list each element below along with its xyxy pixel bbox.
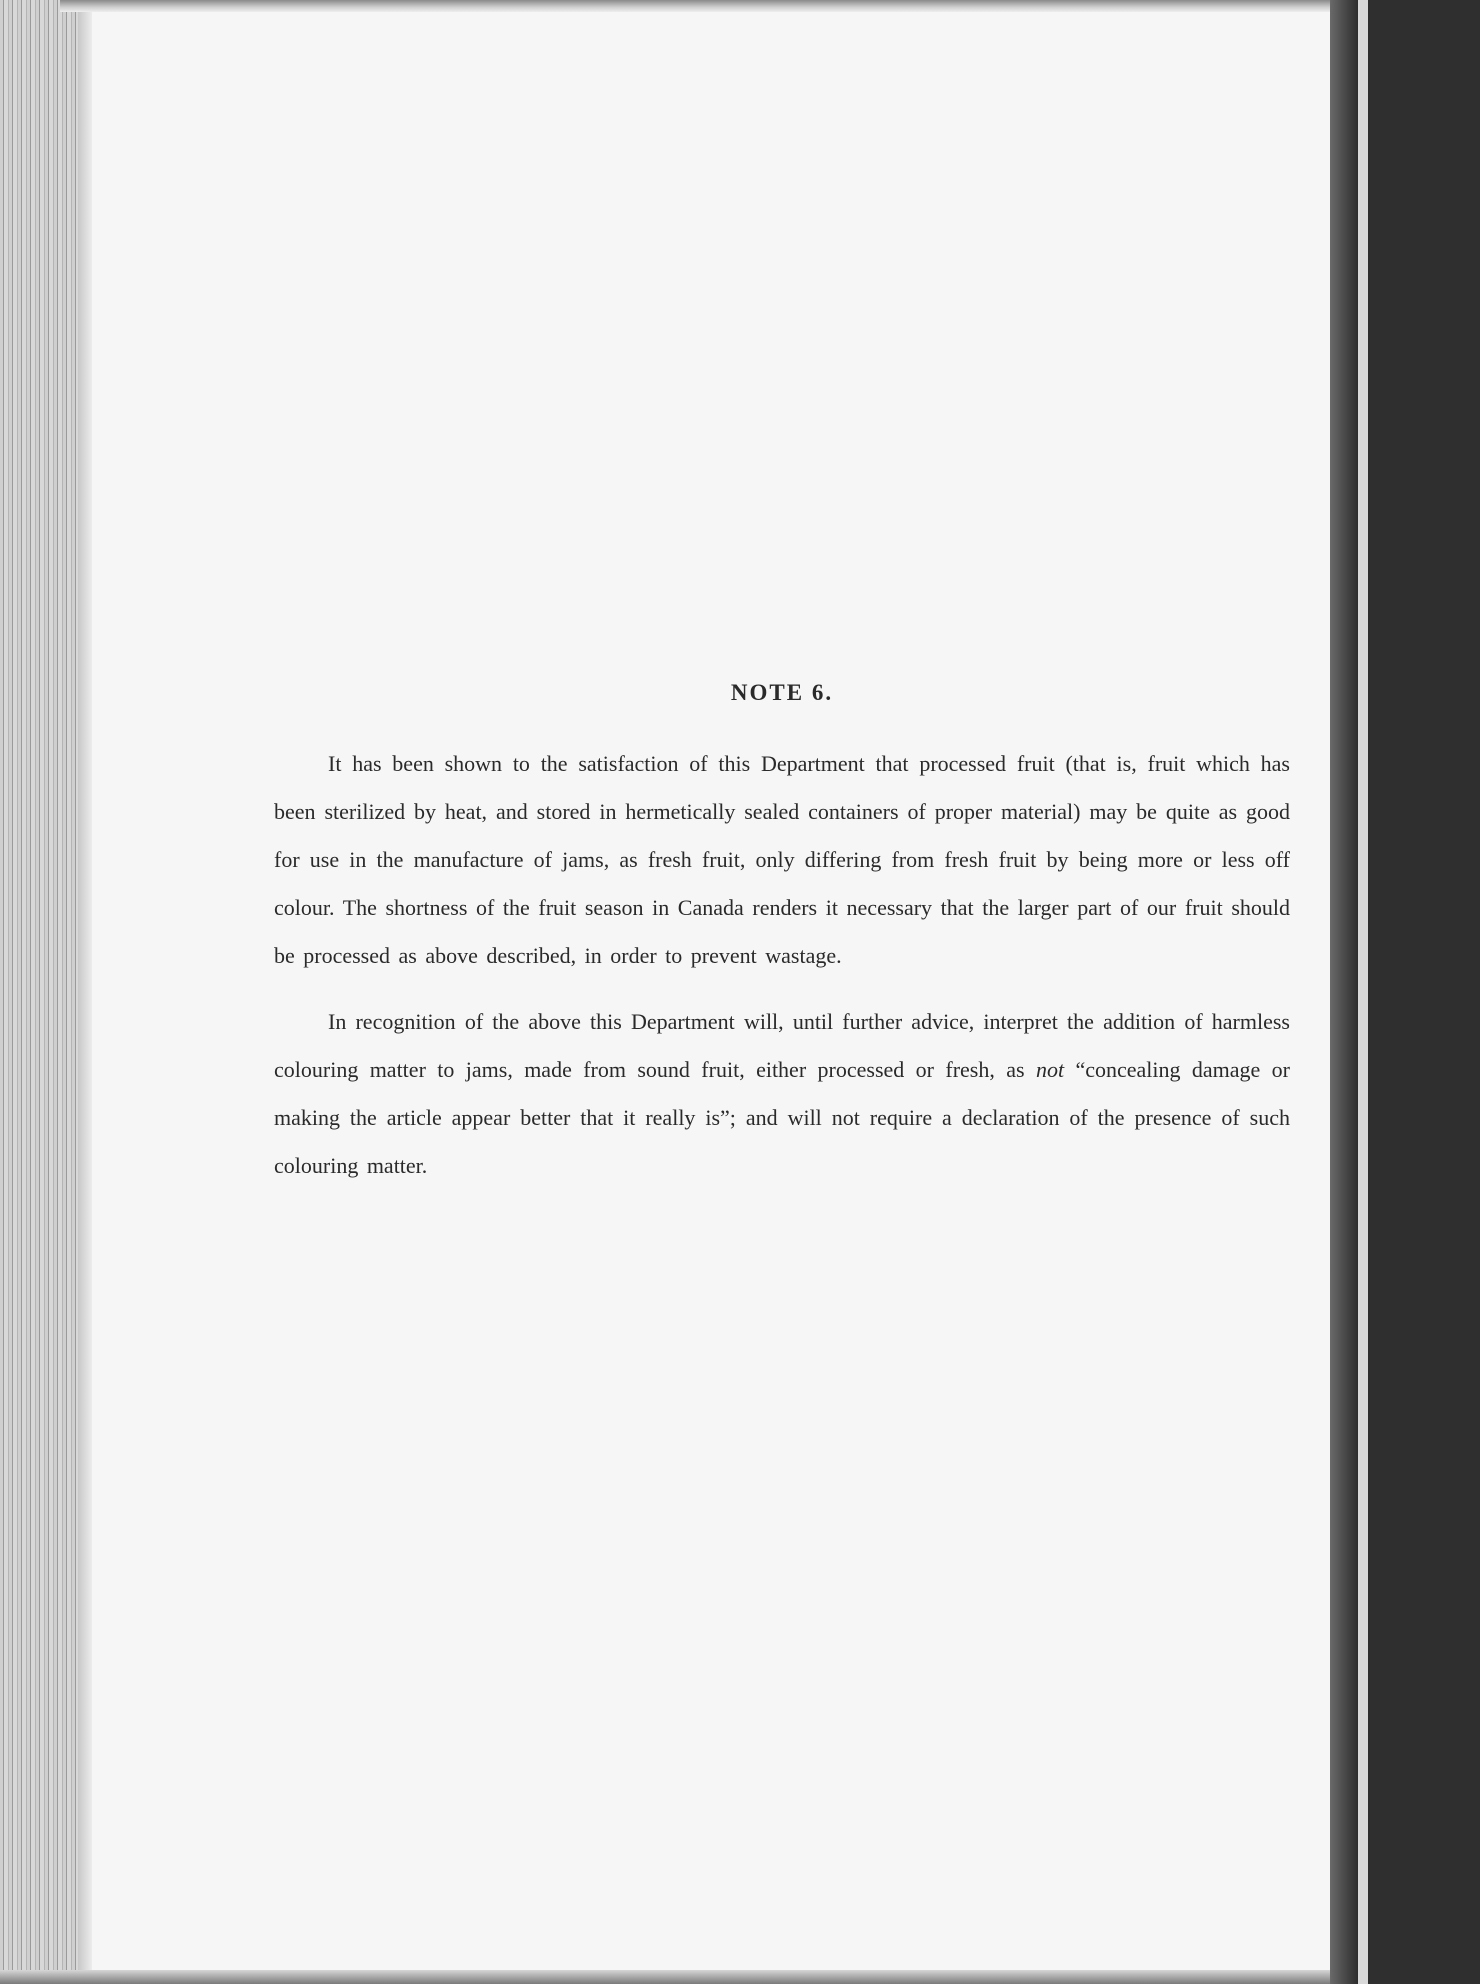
paragraph-processed-fruit: It has been shown to the satisfaction of this Department that processed fruit (that is, fruit which has been sterilized by heat, and stored in hermetically sealed containers of proper material) may be quite as good for use in the manufacture of jams, as fresh fruit, only differing from fresh fruit by being more or less off colour. The shortness of the fruit season in Canada renders it necessary that the larger part of our fruit should be processed as above described, in order to prevent wastage. bbox=[274, 751, 1290, 968]
note-heading: NOTE 6. bbox=[730, 680, 834, 705]
binding-gap bbox=[1358, 0, 1368, 1984]
page-stack-shadow bbox=[78, 0, 92, 1984]
scanner-border bbox=[1368, 0, 1480, 1984]
paragraph-text-after: “concealing damage or making the article appear better that it really is”; and will not require a declaration of the presence of such colouring matter. bbox=[274, 1057, 1290, 1178]
emphasis-not: not bbox=[1035, 1057, 1065, 1082]
bottom-page-edge bbox=[0, 1970, 1370, 1984]
paragraph-text-before: In recognition of the above this Department will, until further advice, interpret the addition of harmless colouring matter to jams, made from sound fruit, either processed or fresh, as bbox=[274, 1009, 1290, 1082]
page-content bbox=[274, 680, 1290, 1190]
top-page-edge bbox=[60, 0, 1330, 12]
binding-shadow bbox=[1330, 0, 1358, 1984]
paragraph-colouring-matter bbox=[274, 998, 1290, 1190]
page-stack-edges bbox=[0, 0, 78, 1984]
